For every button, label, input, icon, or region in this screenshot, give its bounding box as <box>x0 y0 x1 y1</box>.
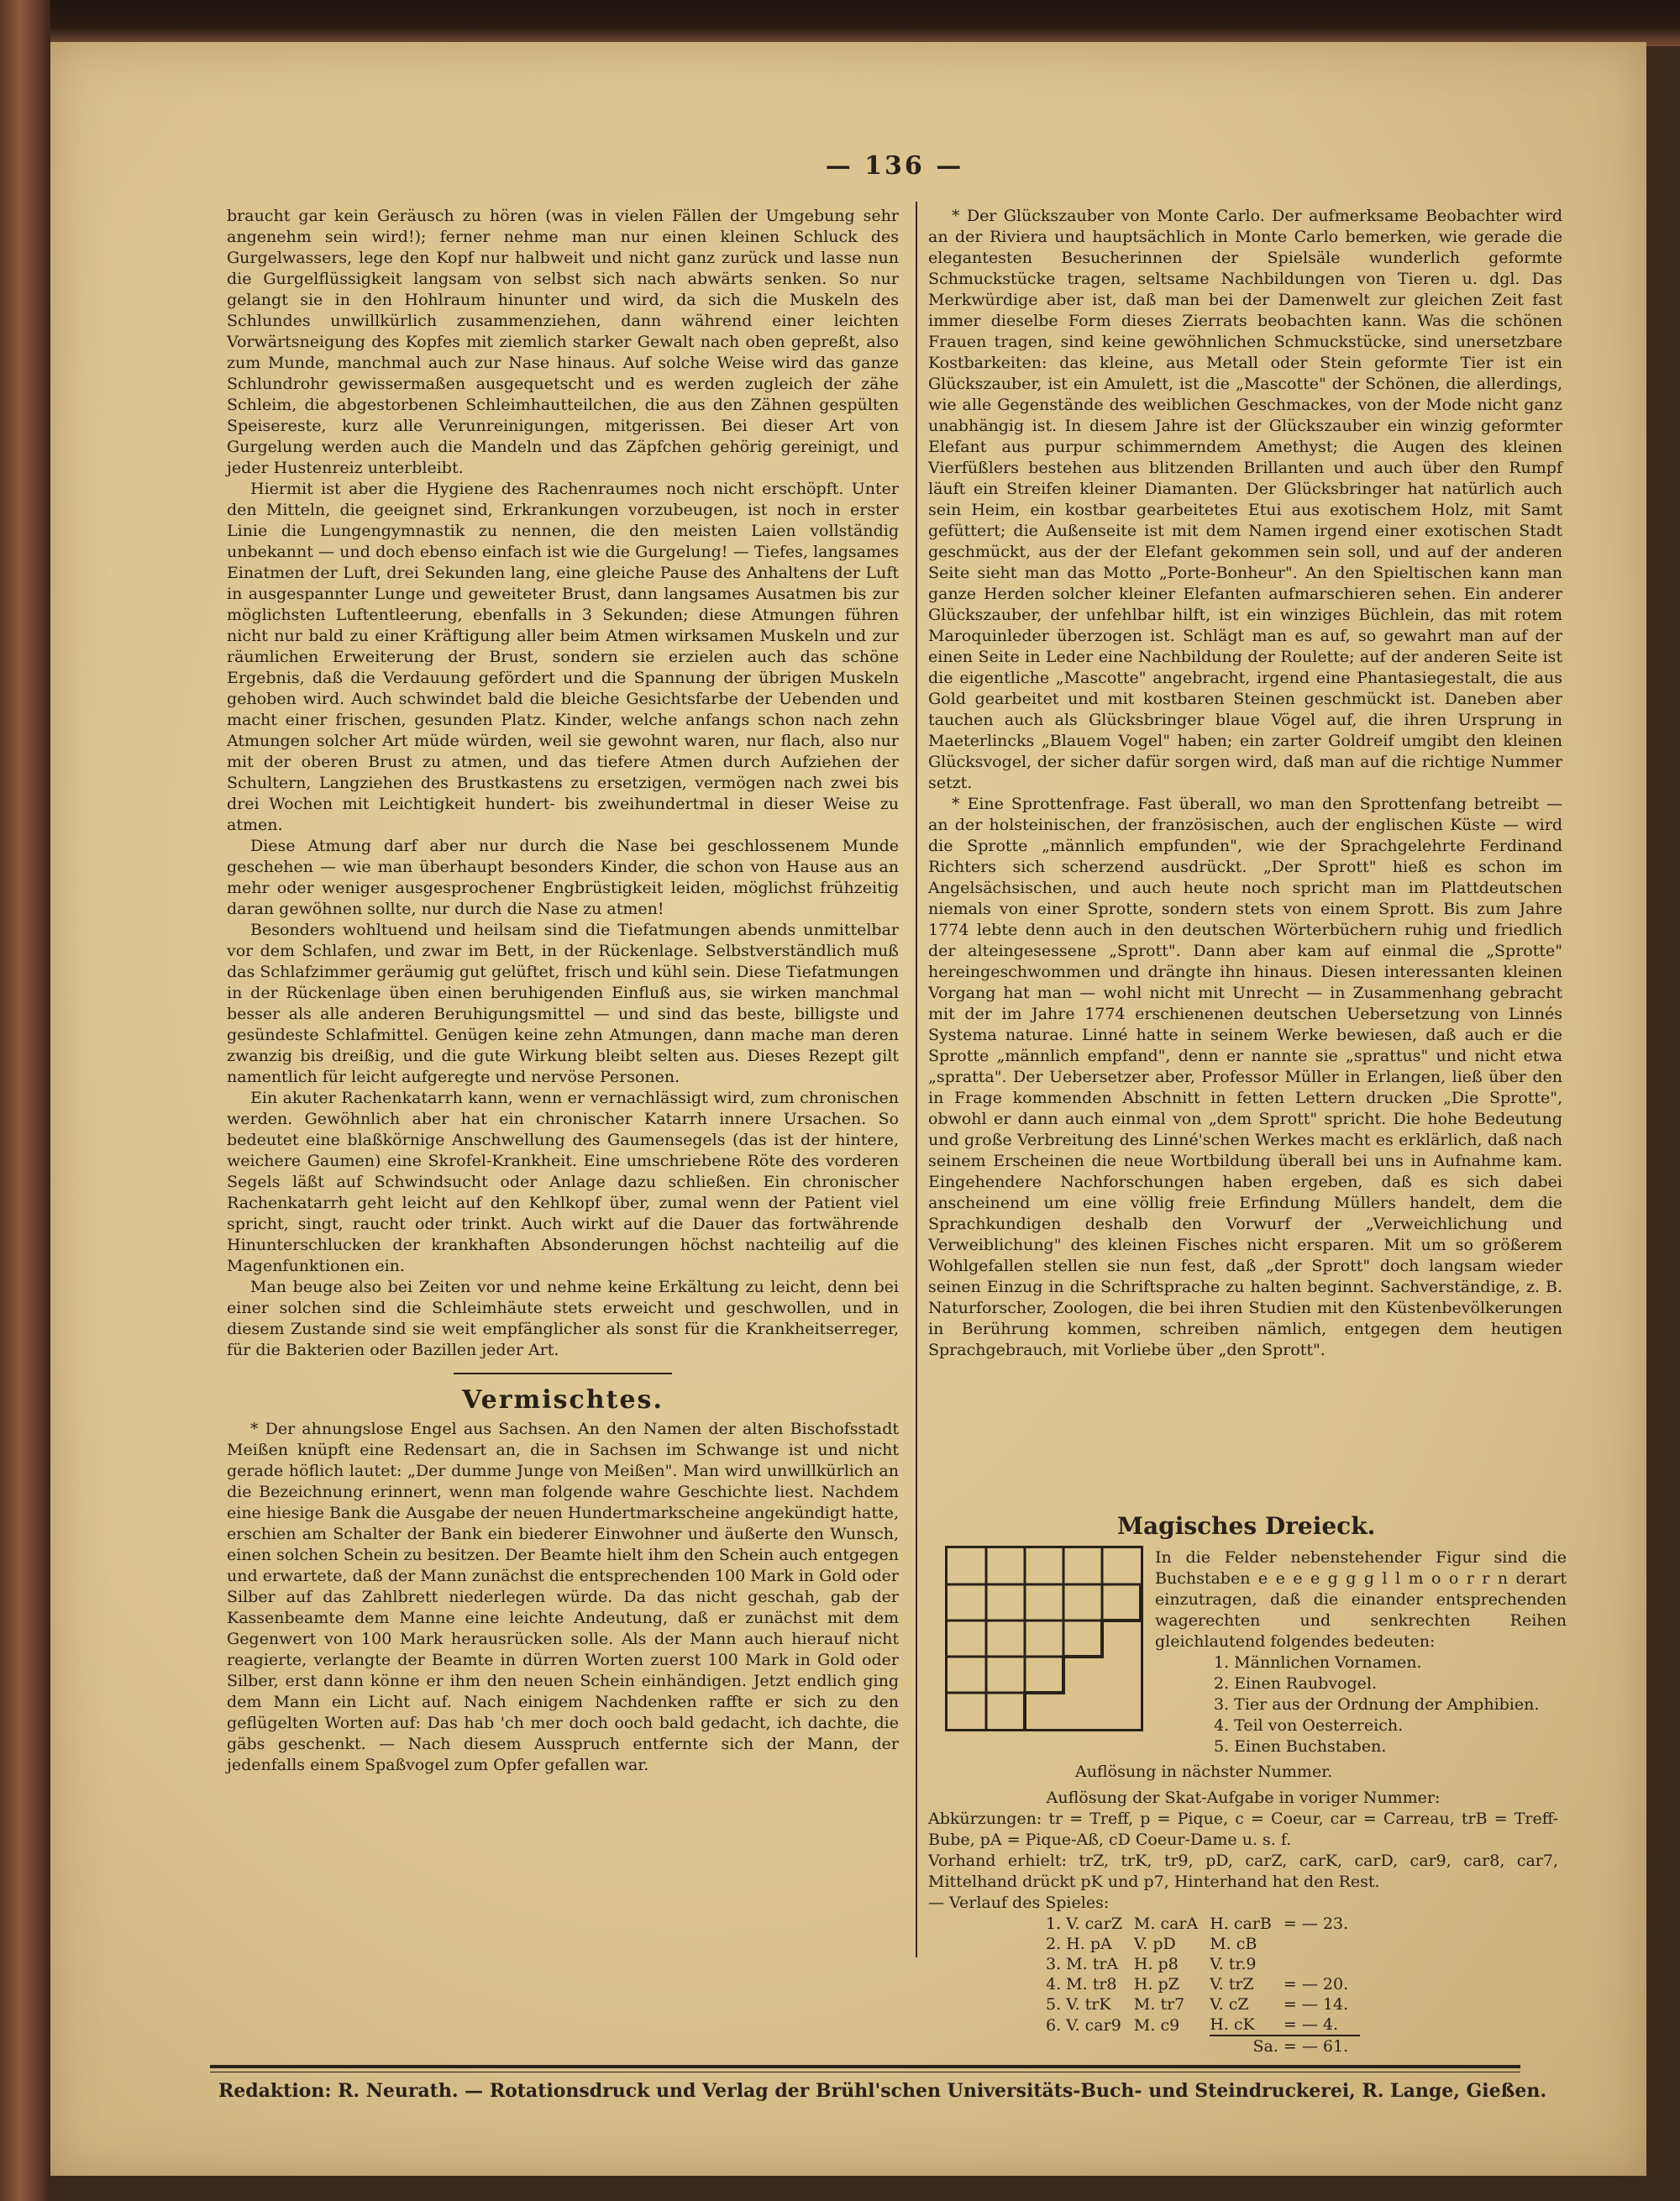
left-paragraph-5: Ein akuter Rachenkatarrh kann, wenn er vernachlässigt wird, zum chronischen werden. Gewöhnlich aber hat ein chronischer Katarrh innere Ursachen. So bedeutet eine blaßkörnige Anschwellung des Gaumensegels (das ist der hintere, weichere Gaumen) eine Skrofel-Krankheit. Eine umschriebene Röte des vorderen Segels läßt auf Schwindsucht oder Anlage dazu schließen. Ein chronischer Rachenkatarrh geht leicht auf den Kehlkopf über, zumal wenn der Patient viel spricht, singt, raucht oder trinkt. Auch wirkt auf die Dauer das fortwährende Hinunterschlucken der krankhaften Absonderungen höchst nachteilig auf die Magenfunktionen ein. <box>227 1089 899 1275</box>
table-cell: 2. H. pA <box>1046 1935 1112 1953</box>
table-cell: H. cK <box>1210 2015 1255 2034</box>
puzzle-text-block <box>1155 1547 1567 1757</box>
left-paragraph-2: Hiermit ist aber die Hygiene des Rachenraumes noch nicht erschöpft. Unter den Mitteln, die geeignet sind, Erkrankungen vorzubeugen, ist noch in erster Linie die Lungengymnastik zu nennen, die den meisten Laien vollständig unbekannt — und doch ebenso einfach ist wie die Gurgelung! — Tiefes, langsames Einatmen der Luft, drei Sekunden lang, eine gleiche Pause des Anhaltens der Luft in ausgespannter Lunge und geweiteter Brust, dann langsames Ausatmen bis zur möglichsten Luftentleerung, ebenfalls in 3 Sekunden; diese Atmungen führen nicht nur bald zu einer Kräftigung aller beim Atmen wirksamen Muskeln und zur räumlichen Erweiterung der Brust, sondern sie erzielen auch das schöne Ergebnis, daß die Verdauung gefördert und die Spannung der übrigen Muskeln gehoben wird. Auch schwindet bald die bleiche Gesichtsfarbe der Uebenden und macht einer frischen, gesunden Platz. Kinder, welche anfangs schon nach zehn Atmungen solcher Art müde würden, weil sie gewohnt waren, nur flach, also nur mit der oberen Brust zu atmen, und das tiefere Atmen durch Aufziehen der Schultern, Langziehen des Brustkastens zu ersetzigen, vermögen nach zwei bis drei Wochen mit Leichtigkeit hundert- bis zweihundertmal in dieser Weise zu atmen. <box>227 480 899 834</box>
table-row <box>1046 1914 1360 1934</box>
table-row <box>1046 2015 1360 2036</box>
table-cell: 4. M. tr8 <box>1046 1975 1117 1994</box>
page-number: — 136 — <box>825 151 964 181</box>
table-cell: M. carA <box>1133 1915 1199 1933</box>
book-binding-left <box>0 0 50 2201</box>
left-column <box>227 206 899 1776</box>
table-cell: V. cZ <box>1210 1995 1249 2014</box>
puzzle-solution-note: Auflösung in nächster Nummer. <box>1075 1762 1333 1781</box>
section-divider <box>454 1373 672 1374</box>
left-paragraph-6: Man beuge also bei Zeiten vor und nehme keine Erkältung zu leicht, denn bei einer solchen sind die Schleimhäute stets erweicht und geschwollen, und in diesem Zustande sind sie weit empfänglicher als sonst für die Krankheitserreger, für die Bakterien oder Bazillen jeder Art. <box>227 1278 899 1359</box>
left-paragraph-7: * Der ahnungslose Engel aus Sachsen. An den Namen der alten Bischofsstadt Meißen knüpft eine Redensart an, die in Sachsen im Schwange ist und nicht gerade höflich lautet: „Der dumme Junge von Meißen". Man wird unwillkürlich an die Bezeichnung erinnert, wenn man folgende wahre Geschichte liest. Nachdem eine hiesige Bank die Ausgabe der neuen Hundertmarkscheine angekündigt hatte, erschien am Schalter der Bank ein biederer Einwohner und äußerte den Wunsch, einen solchen Schein zu besitzen. Der Beamte hielt ihm den Schein auch entgegen und erwartete, daß der Mann zunächst die entsprechenden 100 Mark in Gold oder Silber auf das Zahlbrett niederlegen würde. Da das nicht geschah, gab der Kassenbeamte dem Manne eine leichte Andeutung, daß er zunächst mit dem Gegenwert von 100 Mark herausrücken solle. Als der Mann auch hierauf nicht reagierte, verlangte der Beamte in dürren Worten zuerst 100 Mark in Gold oder Silber, erst dann könne er ihm den neuen Schein einhändigen. Jetzt endlich ging dem Mann ein Licht auf. Nach einigem Nachdenken raffte er sich zu den geflügelten Worten auf: Das hab 'ch mer doch ooch bald gedacht, ich dachte, die gäbs geschenkt. — Nach diesem Ausspruch entfernte sich der Mann, der jedenfalls einem Spaßvogel zum Opfer gefallen war. <box>227 1420 899 1774</box>
skat-heading: Auflösung der Skat-Aufgabe in voriger Nummer: <box>1046 1789 1441 1807</box>
table-cell <box>1284 1934 1360 1954</box>
left-paragraph-4: Besonders wohltuend und heilsam sind die Tiefatmungen abends unmittelbar vor dem Schlafen, und zwar im Bett, in der Rückenlage. Selbstverständlich muß das Schlafzimmer geräumig gut gelüftet, frisch und kühl sein. Diese Tiefatmungen in der Rückenlage üben einen beruhigenden Einfluß aus, sie wirken manchmal besser als alle anderen Beruhigungsmittel — und sind das beste, billigste und gesündeste Schlafmittel. Genügen keine zehn Atmungen, dann mache man deren zwanzig bis dreißig, und die gute Wirkung bleibt selten aus. Dieses Rezept gilt namentlich für leicht aufgeregte und nervöse Personen. <box>227 921 899 1086</box>
table-cell: H. pZ <box>1133 1975 1179 1994</box>
table-cell: = — 4. <box>1283 2015 1339 2034</box>
skat-sum: Sa. = — 61. <box>1210 2036 1360 2057</box>
puzzle-clue: 4. Teil von Oesterreich. <box>1214 1716 1404 1735</box>
right-paragraph-2: * Eine Sprottenfrage. Fast überall, wo man den Sprottenfang betreibt — an der holsteinischen, der französischen, auch der englischen Küste — wird die Sprotte „männlich empfunden", wie der Sprachgelehrte Ferdinand Richters sich scherzend ausdrückt. „Der Sprott" hieß es schon im Angelsächsischen, und auch heute noch spricht man im Plattdeutschen niemals von einer Sprotte, sondern stets von einem Sprott. Bis zum Jahre 1774 lebte denn auch in den deutschen Wörterbüchern ruhig und friedlich der alteingesessene „Sprott". Dann aber kam auf einmal die „Sprotte" hereingeschwommen und drängte ihn hinaus. Diesen interessanten kleinen Vorgang hat man — wohl nicht mit Unrecht — in Zusammenhang gebracht mit der im Jahre 1774 erschienenen deutschen Uebersetzung von Linnés Systema naturae. Linné hatte in seinem Werke bewiesen, daß auch er die Sprotte „männlich empfand", denn er nannte sie „sprattus" und nicht etwa „spratta". Der Uebersetzer aber, Professor Müller in Erlangen, ließ über den in Frage kommenden Abschnitt in fetten Lettern drucken „Die Sprotte", obwohl er dann auch einmal von „dem Sprott" spricht. Die hohe Bedeutung und große Verbreitung des Linné'schen Werkes macht es erklärlich, daß nach seinem Erscheinen die neue Wortbildung überall bei uns in Aufnahme kam. Eingehendere Nachforschungen haben ergeben, daß es sich dabei anscheinend um eine völlig freie Erfindung Müllers handelt, dem die Sprachkundigen deshalb den Vorwurf der „Verweichlichung und Verweiblichung" des kleinen Fisches nicht ersparen. Mit um so größerem Wohlgefallen stellen sie nun fest, daß „der Sprott" doch langsam wieder seinen Einzug in die Schriftsprache zu halten beginnt. Sachverständige, z. B. Naturforscher, Zoologen, die bei ihren Studien mit den Küstenbevölkerungen in Berührung kommen, schreiben nämlich, entgegen dem heutigen Sprachgebrauch, mit Vorliebe über „den Sprott". <box>928 795 1562 1359</box>
table-cell: 3. M. trA <box>1046 1955 1119 1973</box>
table-cell: V. tr.9 <box>1210 1955 1257 1973</box>
table-cell <box>1284 1954 1360 1974</box>
left-paragraph-3: Diese Atmung darf aber nur durch die Nase bei geschlossenem Munde geschehen — wie man überhaupt besonders Kinder, die schon von Hause aus an mehr oder weniger ausgesprochener Engbrüstigkeit leiden, möglichst frühzeitig daran gewöhnen sollte, nur durch die Nase zu atmen! <box>227 837 899 918</box>
table-cell: H. p8 <box>1133 1955 1179 1973</box>
puzzle-clue: 5. Einen Buchstaben. <box>1214 1737 1387 1756</box>
puzzle-grid <box>945 1546 1143 1731</box>
table-row <box>1046 1934 1360 1954</box>
table-cell: H. carB <box>1210 1915 1272 1933</box>
table-row <box>1046 1994 1360 2015</box>
table-row <box>1046 1954 1360 1974</box>
skat-course-label: — Verlauf des Spieles: <box>928 1894 1110 1912</box>
book-binding-top <box>0 0 1680 46</box>
puzzle-clue-list <box>1155 1652 1567 1757</box>
puzzle-instructions: In die Felder nebenstehender Figur sind die Buchstaben e e e e g g g l l m o o r r n derart einzutragen, daß die einander entsprechenden wagerechten und senkrechten Reihen gleichlautend folgendes bedeuten: <box>1155 1548 1567 1651</box>
puzzle-clue: 3. Tier aus der Ordnung der Amphibien. <box>1214 1695 1540 1714</box>
table-cell: M. tr7 <box>1133 1995 1185 2014</box>
section-title: Vermischtes. <box>462 1385 664 1415</box>
table-cell: 6. V. car9 <box>1046 2015 1121 2035</box>
table-cell: V. pD <box>1133 1935 1176 1953</box>
newspaper-page <box>50 42 1646 2176</box>
right-column <box>928 206 1562 1361</box>
table-cell: 1. V. carZ <box>1046 1915 1122 1933</box>
footer-rule <box>210 2065 1520 2068</box>
right-paragraph-1: * Der Glückszauber von Monte Carlo. Der aufmerksame Beobachter wird an der Riviera und hauptsächlich in Monte Carlo bemerken, wie gerade die elegantesten Besucherinnen der Spielsäle wunderlich geformte Schmuckstücke tragen, seltsame Nachbildungen von Tieren u. dgl. Das Merkwürdige aber ist, daß man bei der Damenwelt zur gleichen Zeit fast immer dieselbe Form dieses Zierrats beobachten kann. Was die schönen Frauen tragen, sind keine gewöhnlichen Schmuckstücke, sind unersetzbare Kostbarkeiten: das kleine, aus Metall oder Stein geformte Tier ist ein Glückszauber, ist ein Amulett, ist die „Mascotte" der Schönen, die allerdings, wie alle Gegenstände des weiblichen Geschmackes, von der Mode nicht ganz unabhängig ist. In diesem Jahre ist der Glückszauber ein winzig geformter Elefant aus purpur schimmerndem Amethyst; die Augen des kleinen Vierfüßlers bestehen aus blitzenden Brillanten und auch über den Rumpf läuft ein Streifen kleiner Diamanten. Der Glücksbringer hat natürlich auch sein Heim, ein kostbar gearbeitetes Etui aus exotischem Holz, mit Samt gefüttert; die Außenseite ist mit dem Namen irgend einer exotischen Stadt geschmückt, aus der der Elefant gekommen sein soll, und auf der anderen Seite sieht man das Motto „Porte-Bonheur". An den Spieltischen kann man ganze Herden solcher kleiner Elefanten aufmarschieren sehen. Ein anderer Glückszauber, der unfehlbar hilft, ist ein winziges Büchlein, das mit rotem Maroquinleder überzogen ist. Schlägt man es auf, so gewahrt man auf der einen Seite in Leder eine Nachbildung der Roulette; auf der anderen Seite ist die eigentliche „Mascotte" angebracht, irgend eine Phantasiegestalt, die aus Gold gearbeitet und mit kostbaren Steinen geschmückt ist. Daneben aber tauchen auch als Glücksbringer blaue Vögel auf, die ihren Ursprung in Maeterlincks „Blauem Vogel" haben; ein zarter Goldreif umgibt den kleinen Glücksvogel, der sicher dafür sorgen wird, daß man auf die richtige Nummer setzt. <box>928 207 1562 792</box>
skat-solution <box>928 1788 1558 2057</box>
triangle-grid-icon <box>948 1548 1141 1729</box>
imprint-footer: Redaktion: R. Neurath. — Rotationsdruck und Verlag der Brühl'schen Universitäts-Buch- und Steindruckerei, R. Lange, Gießen. <box>218 2080 1547 2102</box>
table-cell: V. trZ <box>1210 1975 1254 1994</box>
table-row <box>1046 1974 1360 1994</box>
table-cell: M. c9 <box>1133 2015 1180 2035</box>
table-row <box>1046 2036 1360 2057</box>
table-cell: = — 23. <box>1283 1915 1349 1933</box>
puzzle-title: Magisches Dreieck. <box>1117 1512 1376 1540</box>
table-cell: = — 20. <box>1283 1975 1349 1994</box>
table-cell: M. cB <box>1210 1935 1257 1953</box>
left-paragraph-1: braucht gar kein Geräusch zu hören (was in vielen Fällen der Umgebung sehr angenehm sein wird!); ferner nehme man nur einen kleinen Schluck des Gurgelwassers, lege den Kopf nur halbweit und nicht ganz zurück und lasse nun die Gurgelflüssigkeit langsam von selbst sich nach abwärts senken. So nur gelangt sie in den Hohlraum hinunter und wird, da sich die Muskeln des Schlundes unwillkürlich zusammenziehen, dann während einer leichten Vorwärtsneigung des Kopfes mit ziemlich starker Gewalt nach oben gepreßt, also zum Munde, manchmal auch zur Nase hinaus. Auf solche Weise wird das ganze Schlundrohr gewissermaßen ausgequetscht und es werden zugleich der zähe Schleim, die abgestorbenen Schleimhautteilchen, die aus den Zähnen gespülten Speisereste, kurz alle Verunreinigungen, mitgerissen. Bei dieser Art von Gurgelung werden auch die Mandeln und das Zäpfchen gehörig gereinigt, und jeder Hustenreiz unterbleibt. <box>227 207 899 477</box>
skat-table <box>1046 1914 1360 2057</box>
table-cell: = — 14. <box>1283 1995 1349 2014</box>
table-cell: 5. V. trK <box>1046 1995 1111 2014</box>
skat-deal: Vorhand erhielt: trZ, trK, tr9, pD, carZ, carK, carD, car9, car8, car7, Mittelhand drückt pK und p7, Hinterhand hat den Rest. <box>928 1852 1558 1891</box>
puzzle-clue: 2. Einen Raubvogel. <box>1214 1674 1378 1693</box>
puzzle-clue: 1. Männlichen Vornamen. <box>1214 1653 1422 1672</box>
skat-abbreviations: Abkürzungen: tr = Treff, p = Pique, c = Coeur, car = Carreau, trB = Treff-Bube, pA = Pique-Aß, cD Coeur-Dame u. s. f. <box>928 1810 1558 1849</box>
